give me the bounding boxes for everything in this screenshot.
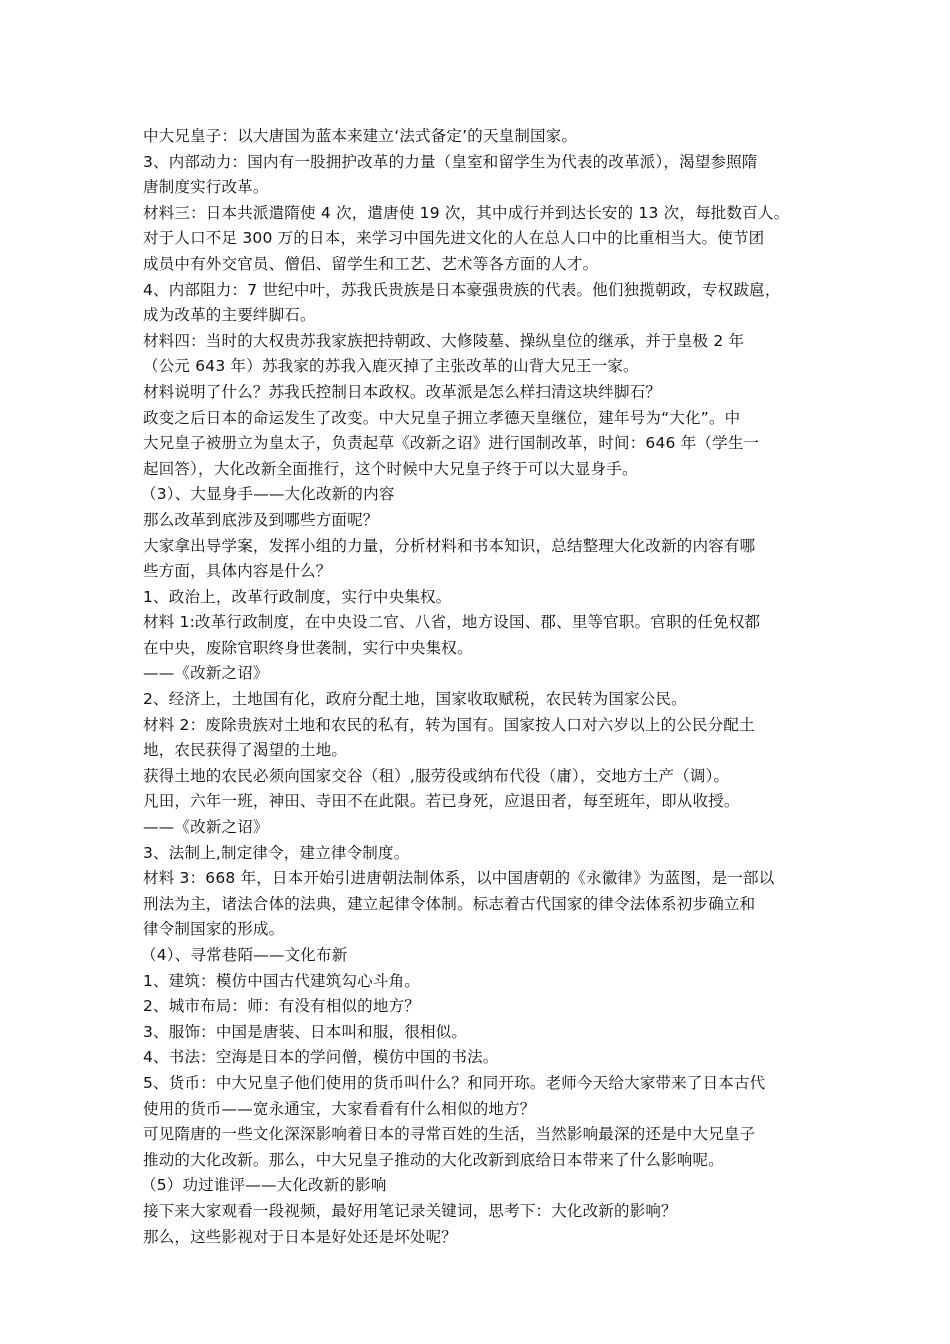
text-line: 成员中有外交官员、僧侣、留学生和工艺、艺术等各方面的人才。: [143, 254, 599, 273]
text-line: 大兄皇子被册立为皇太子，负责起草《改新之诏》进行国制改革，时间：646 年（学生一: [143, 434, 760, 453]
text-line: 材料 1:改革行政制度，在中央设二官、八省，地方设国、郡、里等官职。官职的任免权都: [143, 613, 761, 632]
text-line: 4、书法：空海是日本的学问僧，模仿中国的书法。: [143, 1048, 499, 1067]
text-line: 大家拿出导学案，发挥小组的力量，分析材料和书本知识，总结整理大化改新的内容有哪: [143, 536, 756, 555]
citation-line: ——《改新之诏》: [143, 664, 269, 683]
text-line: 获得土地的农民必须向国家交谷（租）,服劳役或纳布代役（庸），交地方土产（调）。: [143, 766, 730, 785]
text-line: 材料 3：668 年，日本开始引进唐朝法制体系，以中国唐朝的《永徽律》为蓝图，是一部以: [143, 869, 775, 888]
text-line: 材料 2：废除贵族对土地和农民的私有，转为国有。国家按人口对六岁以上的公民分配土: [143, 715, 755, 734]
text-line: 3、法制上,制定律令，建立律令制度。: [143, 843, 410, 862]
text-line: 中大兄皇子：以大唐国为蓝本来建立‘法式备定’的天皇制国家。: [143, 127, 578, 145]
text-line: 凡田，六年一班，神田、寺田不在此限。若已身死，应退田者，每至班年，即从收授。: [143, 792, 740, 811]
text-line: 材料说明了什么？苏我氏控制日本政权。改革派是怎么样扫清这块绊脚石？: [143, 382, 662, 401]
text-line: 材料三：日本共派遣隋使 4 次，遣唐使 19 次，其中成行并到达长安的 13 次，每批数百人。: [143, 203, 790, 222]
text-line: 地，农民获得了渴望的土地。: [143, 741, 348, 760]
text-line: 在中央，废除官职终身世袭制，实行中央集权。: [143, 638, 473, 657]
text-line: 使用的货币——宽永通宝，大家看看有什么相似的地方？: [143, 1099, 536, 1118]
text-line: 1、政治上，改革行政制度，实行中央集权。: [143, 587, 452, 606]
text-line: 1、建筑：模仿中国古代建筑勾心斗角。: [143, 971, 420, 990]
text-line: 2、城市布局：师：有没有相似的地方？: [143, 997, 420, 1016]
text-line: 2、经济上，土地国有化，政府分配土地，国家收取赋税，农民转为国家公民。: [143, 690, 687, 709]
text-line: （公元 643 年）苏我家的苏我入鹿灭掉了主张改革的山背大兄王一家。: [143, 357, 639, 376]
text-line: 刑法为主，诸法合体的法典，建立起律令体制。标志着古代国家的律令法体系初步确立和: [143, 894, 756, 913]
text-line: 律令制国家的形成。: [143, 920, 285, 939]
section-heading: （5）功过谁评——大化改新的影响: [141, 1176, 387, 1195]
text-line: 政变之后日本的命运发生了改变。中大兄皇子拥立孝德天皇继位，建年号为“大化”。中: [143, 408, 741, 427]
text-line: 那么，这些影视对于日本是好处还是坏处呢？: [143, 1227, 458, 1246]
text-line: 3、内部动力：国内有一股拥护改革的力量（皇室和留学生为代表的改革派），渴望参照隋: [143, 152, 758, 171]
text-line: 些方面，具体内容是什么？: [143, 562, 332, 581]
text-line: 3、服饰：中国是唐装、日本叫和服，很相似。: [143, 1022, 468, 1041]
text-line: 对于人口不足 300 万的日本，来学习中国先进文化的人在总人口中的比重相当大。使节团: [143, 229, 765, 248]
text-line: 起回答），大化改新全面推行，这个时候中大兄皇子终于可以大显身手。: [143, 459, 638, 478]
text-line: 5、货币：中大兄皇子他们使用的货币叫什么？和同开珎。老师今天给大家带来了日本古代: [143, 1073, 766, 1092]
text-line: 可见隋唐的一些文化深深影响着日本的寻常百姓的生活，当然影响最深的还是中大兄皇子: [143, 1125, 756, 1144]
text-line: 接下来大家观看一段视频，最好用笔记录关键词，思考下：大化改新的影响？: [143, 1201, 677, 1220]
citation-line: ——《改新之诏》: [143, 818, 269, 837]
text-line: 推动的大化改新。那么，中大兄皇子推动的大化改新到底给日本带来了什么影响呢。: [143, 1150, 724, 1169]
section-heading: （3）、大显身手——大化改新的内容: [141, 485, 395, 504]
document-body: [143, 124, 815, 1250]
text-line: 那么改革到底涉及到哪些方面呢？: [143, 510, 379, 529]
text-line: 唐制度实行改革。: [143, 178, 269, 197]
text-line: 材料四：当时的大权贵苏我家族把持朝政、大修陵墓、操纵皇位的继承，并于皇极 2 年: [143, 331, 745, 350]
section-heading: （4）、寻常巷陌——文化布新: [141, 946, 348, 964]
text-line: 4、内部阻力：7 世纪中叶，苏我氏贵族是日本豪强贵族的代表。他们独揽朝政，专权跋扈，: [143, 280, 781, 299]
text-line: 成为改革的主要绊脚石。: [143, 306, 316, 325]
